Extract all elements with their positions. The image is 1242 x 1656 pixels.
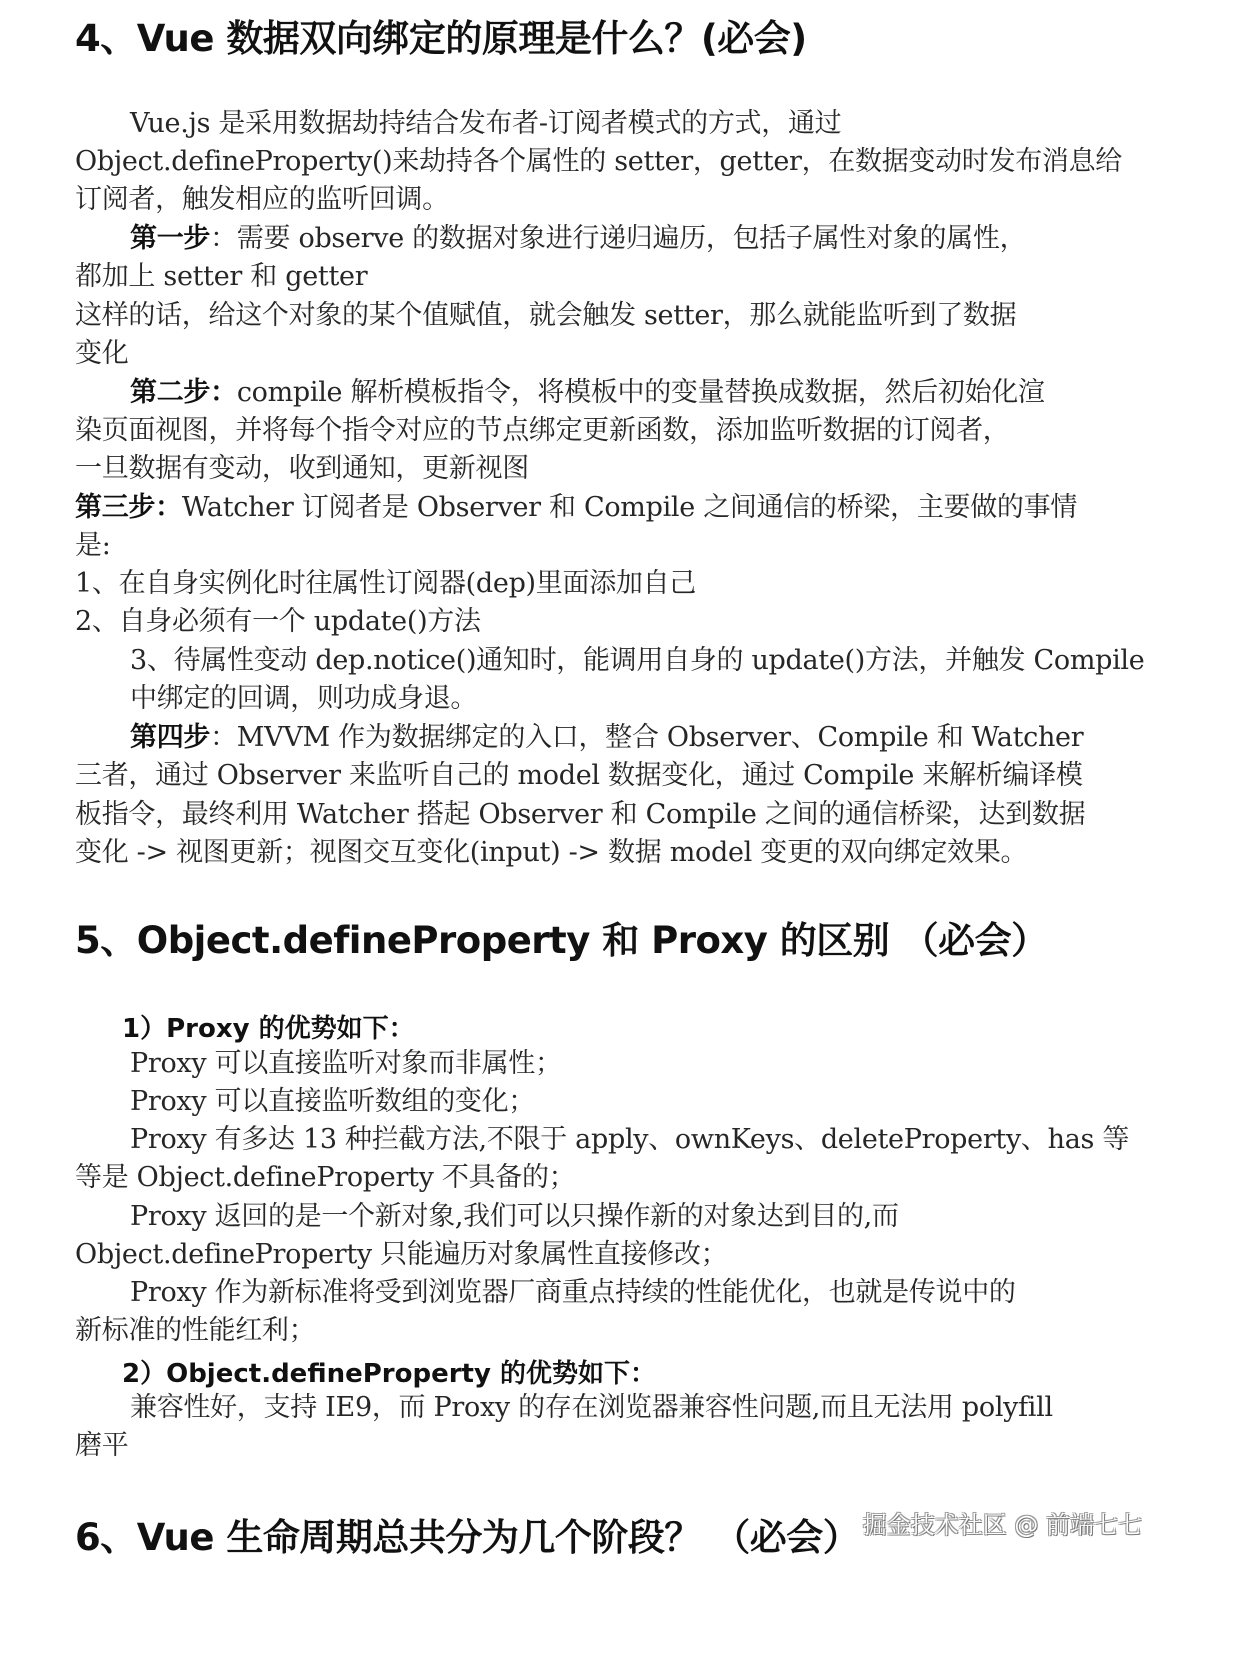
step2-label: 第二步： bbox=[130, 377, 237, 408]
proxy-line-8: 新标准的性能红利； bbox=[75, 1315, 316, 1346]
step2-line-1 bbox=[130, 373, 1225, 413]
defineproperty-line-2: 磨平 bbox=[75, 1430, 129, 1461]
step1-line-4: 变化 bbox=[75, 338, 129, 369]
step3-label: 第三步： bbox=[75, 492, 182, 523]
watermark: 掘金技术社区 @ 前端七七 bbox=[862, 1511, 1142, 1539]
step3-item-3: 3、待属性变动 dep.notice()通知时，能调用自身的 update()方法，并触发 Compile bbox=[130, 645, 1145, 676]
intro-line-2: Object.defineProperty()来劫持各个属性的 setter，getter，在数据变动时发布消息给 bbox=[75, 146, 1123, 177]
step3-line-1 bbox=[75, 488, 1170, 528]
proxy-line-4: 等是 Object.defineProperty 不具备的； bbox=[75, 1162, 576, 1193]
section-4-heading: 4、Vue 数据双向绑定的原理是什么？(必会) bbox=[75, 17, 807, 60]
step4-text: ：MVVM 作为数据绑定的入口，整合 Observer、Compile 和 Watcher bbox=[210, 722, 1084, 753]
proxy-line-1: Proxy 可以直接监听对象而非属性； bbox=[130, 1048, 562, 1079]
step1-label: 第一步 bbox=[130, 223, 211, 254]
step2-line-2: 染页面视图，并将每个指令对应的节点绑定更新函数，添加监听数据的订阅者， bbox=[75, 415, 1010, 446]
step1-line-3: 这样的话，给这个对象的某个值赋值，就会触发 setter，那么就能监听到了数据 bbox=[75, 300, 1017, 331]
step3-text: Watcher 订阅者是 Observer 和 Compile 之间通信的桥梁，主要做的事情 bbox=[181, 492, 1078, 523]
step3-item-1: 1、在自身实例化时往属性订阅器(dep)里面添加自己 bbox=[75, 568, 696, 599]
proxy-advantages-title: 1）Proxy 的优势如下： bbox=[122, 1014, 415, 1044]
step3-item-2: 2、自身必须有一个 update()方法 bbox=[75, 606, 481, 637]
defineproperty-line-1: 兼容性好，支持 IE9，而 Proxy 的存在浏览器兼容性问题,而且无法用 polyfill bbox=[130, 1392, 1053, 1423]
step4-label: 第四步 bbox=[130, 722, 211, 753]
proxy-line-7: Proxy 作为新标准将受到浏览器厂商重点持续的性能优化，也就是传说中的 bbox=[130, 1277, 1016, 1308]
defineproperty-advantages-title: 2）Object.defineProperty 的优势如下： bbox=[122, 1359, 656, 1389]
proxy-line-5: Proxy 返回的是一个新对象,我们可以只操作新的对象达到目的,而 bbox=[130, 1201, 899, 1232]
step3-item-3-cont: 中绑定的回调，则功成身退。 bbox=[130, 683, 478, 714]
section-6-heading: 6、Vue 生命周期总共分为几个阶段？ （必会） bbox=[75, 1516, 860, 1559]
intro-line-3: 订阅者，触发相应的监听回调。 bbox=[75, 184, 449, 215]
intro-line-1: Vue.js 是采用数据劫持结合发布者-订阅者模式的方式，通过 bbox=[130, 108, 842, 139]
section-5-heading: 5、Object.defineProperty 和 Proxy 的区别 （必会） bbox=[75, 919, 1048, 962]
step2-line-3: 一旦数据有变动，收到通知，更新视图 bbox=[75, 453, 529, 484]
step2-text: compile 解析模板指令，将模板中的变量替换成数据，然后初始化渲 bbox=[236, 377, 1045, 408]
step4-line-4: 变化 -> 视图更新；视图交互变化(input) -> 数据 model 变更的双向绑定效果。 bbox=[75, 837, 1028, 868]
step1-line-1 bbox=[130, 219, 1225, 259]
proxy-line-6: Object.defineProperty 只能遍历对象属性直接修改； bbox=[75, 1239, 728, 1270]
step3-line-2: 是: bbox=[75, 530, 111, 561]
step1-line-2: 都加上 setter 和 getter bbox=[75, 261, 368, 292]
step4-line-1 bbox=[130, 718, 1225, 758]
proxy-line-3: Proxy 有多达 13 种拦截方法,不限于 apply、ownKeys、deleteProperty、has 等 bbox=[130, 1124, 1130, 1155]
step4-line-2: 三者，通过 Observer 来监听自己的 model 数据变化，通过 Compile 来解析编译模 bbox=[75, 760, 1083, 791]
proxy-line-2: Proxy 可以直接监听数组的变化； bbox=[130, 1086, 535, 1117]
step4-line-3: 板指令，最终利用 Watcher 搭起 Observer 和 Compile 之间的通信桥梁，达到数据 bbox=[75, 799, 1086, 830]
step1-text: ：需要 observe 的数据对象进行递归遍历，包括子属性对象的属性， bbox=[210, 223, 1027, 254]
